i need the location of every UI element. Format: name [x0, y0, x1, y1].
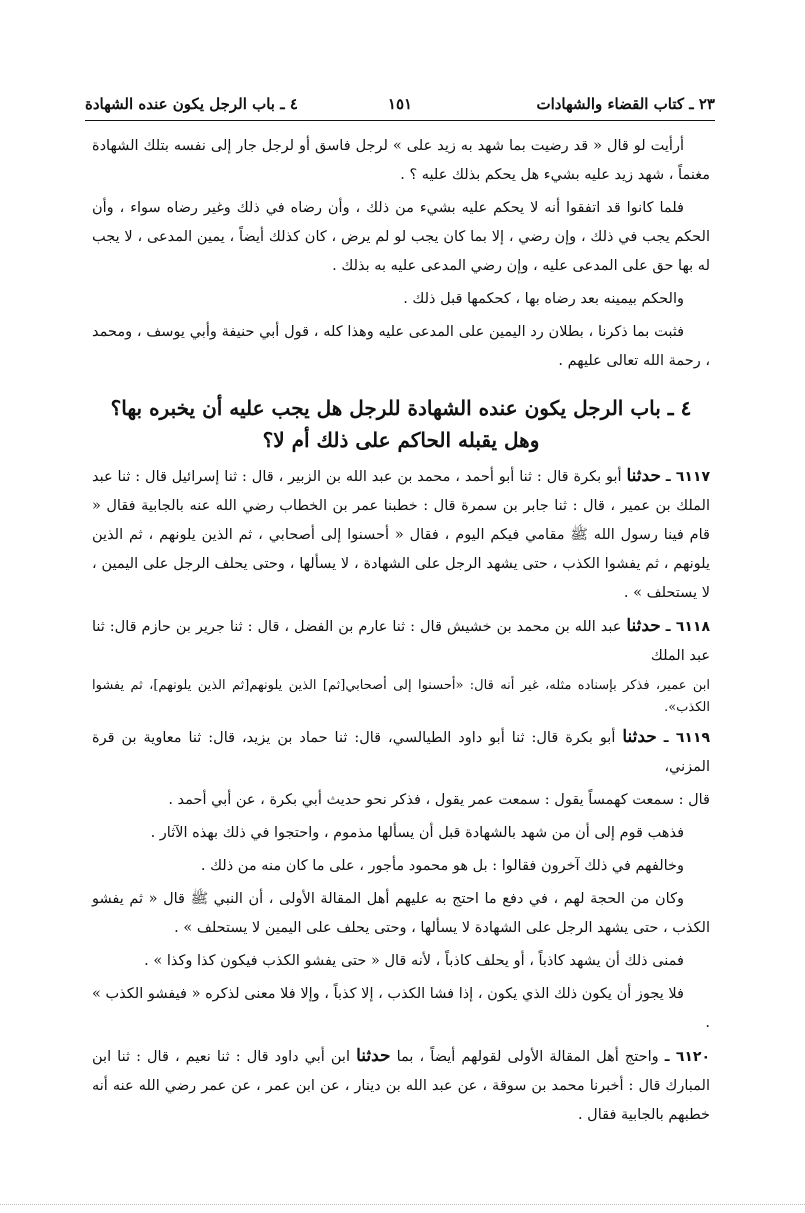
body-paragraph: والحكم بيمينه بعد رضاه بها ، كحكمها قبل ذلك . — [403, 291, 684, 307]
hadith-number: ٦١١٨ ـ — [665, 619, 710, 635]
running-head-chapter-title: ٤ ـ باب الرجل يكون عنده الشهادة — [85, 95, 298, 113]
body-paragraph: فثبت بما ذكرنا ، بطلان رد اليمين على المدعى عليه وهذا كله ، قول أبي حنيفة وأبي يوسف ، ومحمد ، رحمة الله تعالى عليهم . — [92, 324, 710, 369]
hadith-6117 — [92, 462, 710, 608]
hadith-text: عبد الله بن محمد بن خشيش قال : ثنا عارم بن الفضل ، قال : ثنا جرير بن حازم قال: ثنا عبد الملك — [92, 619, 710, 664]
hadith-text: ابن أبي داود قال : ثنا نعيم ، قال : ثنا ابن المبارك قال : أخبرنا محمد بن سوقة ، عن عبد الله بن دينار ، عن ابن عمر ، عن عمر رضي الله عنه أنه خطبهم بالجابية فقال . — [92, 1049, 710, 1123]
hadith-text: أبو بكرة قال: ثنا أبو داود الطيالسي، قال: ثنا حماد بن يزيد، قال: ثنا معاوية بن قرة المزني، — [92, 730, 710, 775]
hadith-6118-continuation: ابن عمير، فذكر بإسناده مثله، غير أنه قال: «أحسنوا إلى أصحابي[ثم] الذين يلونهم[ثم الذين يلونهم]، ثم يفشوا الكذب». — [92, 678, 710, 715]
hadith-6119-continuation: قال : سمعت كهمساً يقول : سمعت عمر يقول ، فذكر نحو حديث أبي بكرة ، عن أبي أحمد . — [168, 792, 710, 808]
hadith-intro: واحتج أهل المقالة الأولى لقولهم أيضاً ، بما — [396, 1049, 659, 1065]
hadith-6118 — [92, 612, 710, 671]
page-number: ١٥١ — [387, 95, 413, 113]
running-head-book-title: ٢٣ ـ كتاب القضاء والشهادات — [536, 95, 715, 113]
body-paragraph: فذهب قوم إلى أن من شهد بالشهادة قبل أن يسألها مذموم ، واحتجوا في ذلك بهذه الآثار . — [150, 825, 684, 841]
hadith-text: أبو بكرة قال : ثنا أبو أحمد ، محمد بن عبد الله بن الزبير ، قال : ثنا إسرائيل قال : ثنا عبد الملك بن عمير ، قال : ثنا جابر بن سمرة قال : خطبنا عمر بن الخطاب رضي الله عنه بالجابية فقال « قام فينا رسول الله ﷺ مقامي فيكم اليوم ، فقال « أحسنوا إلى أصحابي ، ثم الذين يلونهم ، ثم الذين يلونهم ، ثم يفشوا الكذب ، حتى يشهد الرجل على الشهادة ، لا يسألها ، وحتى يحلف الرجل على اليمين ، لا يستحلف » . — [92, 469, 710, 601]
chapter-heading — [92, 392, 710, 456]
body-paragraph: فلما كانوا قد اتفقوا أنه لا يحكم عليه بشيء من ذلك ، وأن رضاه في ذلك وغير رضاه سواء ، وأن الحكم يجب في ذلك ، وإن رضي ، إلا بما كان يجب لو لم يرض ، كان كذلك أيضاً ، يمين المدعى ، لا يجب له بها حق على المدعى عليه ، وإن رضي المدعى عليه به بذلك . — [92, 200, 710, 274]
haddathana-mark: حدثنا — [626, 466, 661, 486]
haddathana-mark: حدثنا — [622, 727, 657, 747]
body-paragraph: وخالفهم في ذلك آخرون فقالوا : بل هو محمود مأجور ، على ما كان منه من ذلك . — [200, 858, 684, 874]
body-paragraph: أرأيت لو قال « قد رضيت بما شهد به زيد على » لرجل فاسق أو لرجل جار إلى نفسه بتلك الشهادة مغنماً ، شهد زيد عليه بشيء هل يحكم بذلك عليه ؟ . — [92, 138, 710, 183]
body-paragraph: فلا يجوز أن يكون ذلك الذي يكون ، إذا فشا الكذب ، إلا كذباً ، وإلا فلا معنى لذكره « فيفشو الكذب » . — [92, 986, 710, 1031]
hadith-6119 — [92, 723, 710, 782]
hadith-number: ٦١٢٠ ـ — [664, 1049, 711, 1065]
haddathana-mark: حدثنا — [356, 1046, 391, 1066]
page-body — [92, 132, 710, 1134]
running-head — [85, 95, 715, 117]
hadith-number: ٦١١٩ ـ — [663, 730, 710, 746]
body-paragraph: فمنى ذلك أن يشهد كاذباً ، أو يحلف كاذباً ، لأنه قال « حتى يفشو الكذب فيكون كذا وكذا » . — [144, 953, 684, 969]
chapter-heading-line-1: ٤ ـ باب الرجل يكون عنده الشهادة للرجل هل يجب عليه أن يخبره بها؟ — [110, 396, 692, 420]
hadith-number: ٦١١٧ ـ — [665, 469, 711, 485]
body-paragraph: وكان من الحجة لهم ، في دفع ما احتج به عليهم أهل المقالة الأولى ، أن النبي ﷺ قال « ثم يفشو الكذب ، حتى يشهد الرجل على الشهادة لا يسألها ، وحتى يحلف على اليمين لا يستحلف » . — [92, 891, 710, 936]
haddathana-mark: حدثنا — [626, 616, 661, 636]
scan-edge-line — [0, 1204, 805, 1205]
chapter-heading-line-2: وهل يقبله الحاكم على ذلك أم لا؟ — [262, 428, 540, 452]
hadith-6120 — [92, 1042, 710, 1130]
header-rule — [85, 120, 715, 121]
